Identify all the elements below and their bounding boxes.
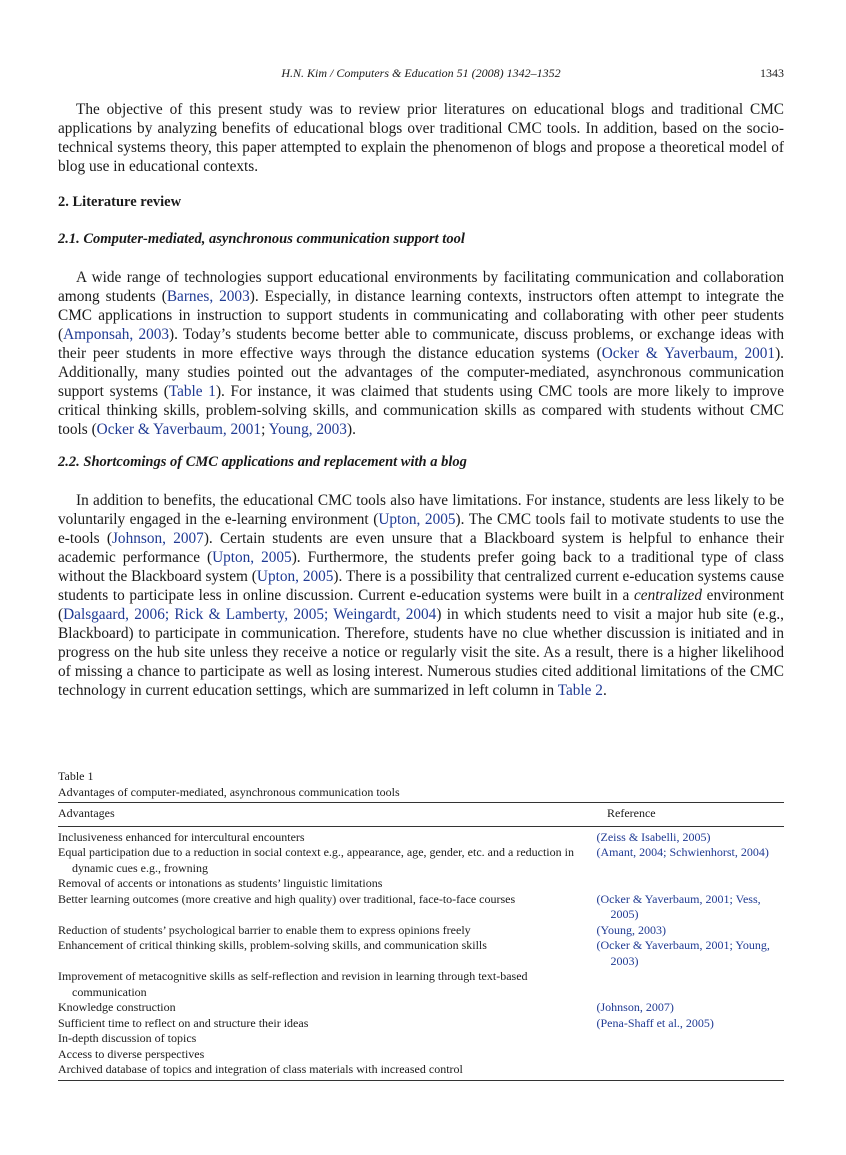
- advantage-cell: Access to diverse perspectives: [58, 1046, 205, 1061]
- text-run: ). Furthermore, the students prefer going back to a traditional type of class without the Blackboard system (: [58, 549, 784, 585]
- table-row: [58, 1031, 784, 1047]
- citation-link[interactable]: Johnson, 2007: [111, 530, 204, 547]
- advantage-cell: Better learning outcomes (more creative and high quality) over traditional, face-to-face courses: [58, 891, 516, 906]
- running-title: H.N. Kim / Computers & Education 51 (2008) 1342–1352: [281, 66, 561, 80]
- citation-link[interactable]: Barnes, 2003: [166, 288, 250, 305]
- page-header: [58, 66, 784, 82]
- table-header-row: [58, 803, 784, 826]
- table-row: [58, 1016, 784, 1032]
- reference-cell[interactable]: (Zeiss & Isabelli, 2005): [596, 829, 711, 844]
- table-row: [58, 876, 784, 892]
- cmc-tool-paragraph: [58, 268, 784, 439]
- reference-cell: [597, 1047, 784, 1063]
- reference-cell: [597, 876, 784, 892]
- table-row: [58, 1047, 784, 1063]
- advantage-cell: Knowledge construction: [58, 1000, 176, 1014]
- section-heading-literature-review: 2. Literature review: [58, 194, 182, 210]
- reference-cell[interactable]: (Ocker & Yaverbaum, 2001; Vess, 2005): [596, 891, 761, 921]
- page-number: 1343: [760, 66, 784, 80]
- citation-link[interactable]: Amponsah, 2003: [63, 326, 170, 343]
- advantage-cell: Improvement of metacognitive skills as self-reflection and revision in learning through text-based communication: [58, 969, 528, 999]
- text-run: ). Additionally, many studies pointed out the advantages of the computer-mediated, asynchronous communication support systems (: [58, 345, 784, 400]
- table-reference-link[interactable]: Table 1: [168, 383, 216, 400]
- advantage-cell: Archived database of topics and integration of class materials with increased control: [58, 1062, 463, 1076]
- column-header-reference: Reference: [607, 806, 656, 820]
- reference-cell[interactable]: (Young, 2003): [596, 922, 666, 937]
- text-run: ). There is a possibility that centralized current e-education systems cause students to participate less in online discussion. Current e-education systems were built in a: [58, 568, 784, 604]
- table-bottom-rule: [58, 1080, 784, 1081]
- text-run: ). For instance, it was claimed that students using CMC tools are more likely to improve critical thinking skills, problem-solving skills, and communication skills as compared with students without CMC tools (: [58, 383, 784, 438]
- text-run: ). The CMC tools fail to motivate students to use the e-tools (: [58, 511, 784, 547]
- reference-cell: [597, 1031, 784, 1047]
- reference-cell[interactable]: (Amant, 2004; Schwienhorst, 2004): [596, 845, 769, 859]
- text-run: .: [602, 682, 607, 699]
- table-row: [58, 892, 784, 923]
- text-run: ). Certain students are even unsure that a Blackboard system is helpful to enhance their academic performance (: [58, 530, 785, 566]
- reference-cell[interactable]: (Ocker & Yaverbaum, 2001; Young, 2003): [596, 938, 770, 968]
- text-run: ). Especially, in distance learning contexts, instructors often attempt to integrate the CMC applications in instruction to support students in communicating and collaborating with other peer students (: [58, 288, 784, 343]
- advantage-cell: Sufficient time to reflect on and structure their ideas: [58, 1015, 309, 1030]
- table-row: [58, 845, 784, 876]
- text-run: environment (: [58, 587, 784, 623]
- shortcomings-paragraph: [58, 491, 784, 700]
- table-body: [58, 827, 784, 1080]
- advantage-cell: In-depth discussion of topics: [58, 1031, 197, 1045]
- citation-link[interactable]: Young, 2003: [268, 421, 347, 438]
- reference-cell: [597, 969, 784, 1000]
- reference-cell[interactable]: (Pena-Shaff et al., 2005): [596, 1015, 714, 1030]
- intro-paragraph: The objective of this present study was to review prior literatures on educational blogs and traditional CMC applications by analyzing benefits of educational blogs over traditional CMC tools. In addition, based on the socio-technical systems theory, this paper attempted to explain the phenomenon of blogs and propose a theoretical model of blog use in educational contexts.: [58, 101, 784, 175]
- table-row: [58, 923, 784, 939]
- advantage-cell: Enhancement of critical thinking skills, problem-solving skills, and communication skills: [58, 938, 487, 952]
- subsection-heading-cmc-tool: 2.1. Computer-mediated, asynchronous communication support tool: [58, 231, 465, 247]
- citation-link[interactable]: Upton, 2005: [212, 549, 292, 566]
- table-row: [58, 969, 784, 1000]
- table-1: [58, 769, 784, 1081]
- text-run: A wide range of technologies support educational environments by facilitating communication and collaboration among students (: [58, 269, 784, 305]
- table-row: [58, 938, 784, 969]
- citation-link[interactable]: Ocker & Yaverbaum, 2001: [96, 421, 262, 438]
- citation-link[interactable]: Upton, 2005: [378, 511, 456, 528]
- text-run: ) in which students need to visit a major hub site (e.g., Blackboard) to participate in communication. Therefore, students have no clue whether discussion is initiated and in progress on the hub site unless they receive a notice or regularly visit the site. As a result, there is a higher likelihood of missing a chance to participate as well as losing interest. Numerous studies cited additional limitations of the CMC technology in current education settings, which are summarized in left column in: [58, 606, 784, 699]
- table-reference-link[interactable]: Table 2: [557, 682, 603, 699]
- emphasis-text: centralized: [634, 587, 702, 604]
- text-run: ).: [346, 421, 356, 438]
- text-run: ). Today’s students become better able to communicate, discuss problems, or exchange ideas with their peer students in more effective ways through the distance education systems (: [58, 326, 785, 362]
- citation-link[interactable]: Dalsgaard, 2006; Rick & Lamberty, 2005; Weingardt, 2004: [63, 606, 437, 623]
- text-run: In addition to benefits, the educational CMC tools also have limitations. For instance, students are less likely to be voluntarily engaged in the e-learning environment (: [58, 492, 784, 528]
- text-run: ;: [261, 421, 269, 438]
- advantage-cell: Reduction of students’ psychological barrier to enable them to express opinions freely: [58, 922, 471, 937]
- reference-cell[interactable]: (Johnson, 2007): [596, 1000, 674, 1014]
- table-row: [58, 1062, 784, 1078]
- advantage-cell: Inclusiveness enhanced for intercultural encounters: [58, 829, 305, 844]
- table-caption: Advantages of computer-mediated, asynchronous communication tools: [58, 784, 400, 799]
- table-label: Table 1: [58, 769, 94, 783]
- advantage-cell: Removal of accents or intonations as students’ linguistic limitations: [58, 876, 383, 890]
- table-row: [58, 830, 784, 846]
- citation-link[interactable]: Upton, 2005: [256, 568, 334, 585]
- advantage-cell: Equal participation due to a reduction in social context e.g., appearance, age, gender, etc. and a reduction in dynamic cues e.g., frowning: [58, 845, 574, 875]
- reference-cell: [597, 1062, 784, 1078]
- subsection-heading-shortcomings: 2.2. Shortcomings of CMC applications and replacement with a blog: [58, 454, 467, 470]
- column-header-advantages: Advantages: [58, 806, 115, 820]
- table-row: [58, 1000, 784, 1016]
- citation-link[interactable]: Ocker & Yaverbaum, 2001: [601, 345, 776, 362]
